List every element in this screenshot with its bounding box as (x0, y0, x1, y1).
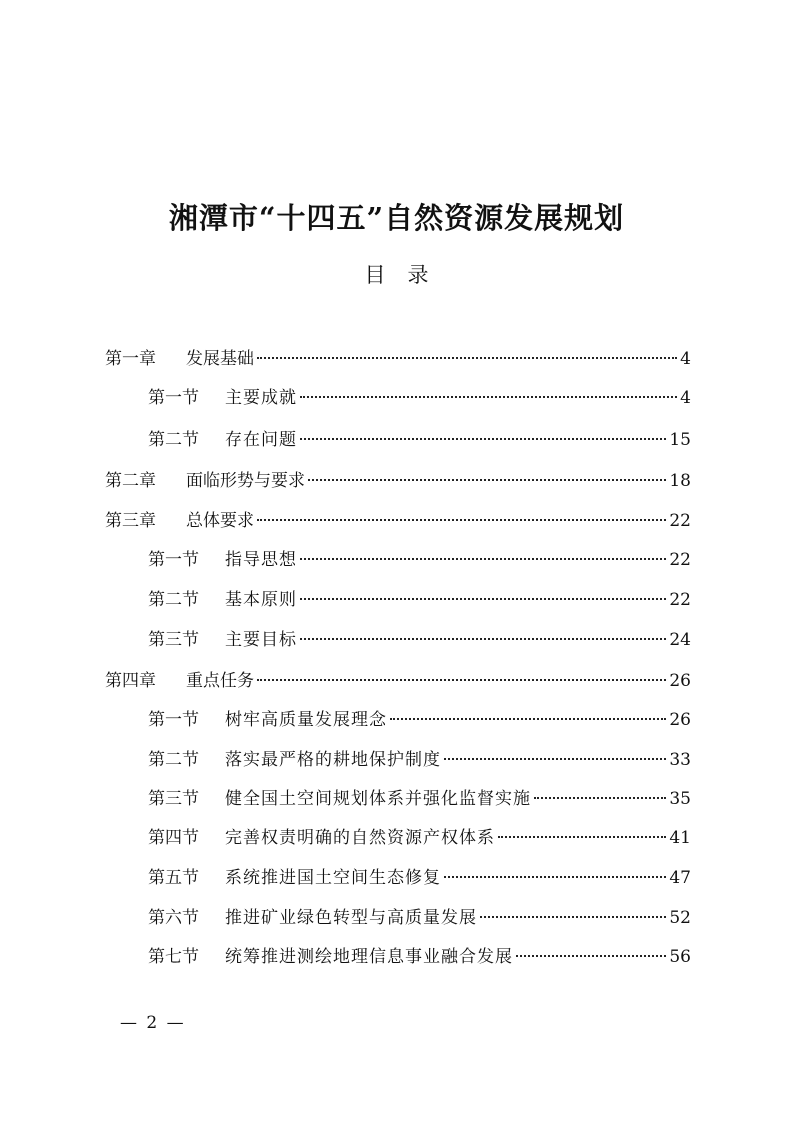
toc-entry-number: 第二章 (105, 471, 156, 491)
toc-entry-number: 第一章 (105, 349, 156, 369)
toc-section-entry[interactable] (148, 865, 691, 891)
toc-entry-page: 52 (669, 908, 691, 928)
toc-dot-leader (308, 479, 666, 481)
toc-dot-leader (480, 916, 666, 918)
toc-section-entry[interactable] (148, 385, 691, 411)
toc-section-entry[interactable] (148, 747, 691, 773)
toc-entry-number: 第五节 (148, 868, 199, 888)
toc-entry-page: 4 (680, 349, 691, 369)
toc-entry-number: 第一节 (148, 388, 199, 408)
page-number: — 2 — (120, 1013, 186, 1033)
toc-entry-label: 指导思想 (225, 550, 297, 570)
toc-entry-page: 22 (669, 550, 691, 570)
toc-entry-number: 第一节 (148, 550, 199, 570)
toc-entry-page: 33 (669, 750, 691, 770)
toc-entry-label: 总体要求 (186, 511, 254, 531)
toc-entry-page: 15 (669, 430, 691, 450)
toc-entry-page: 26 (669, 671, 691, 691)
toc-dot-leader (300, 438, 666, 440)
toc-entry-label: 主要成就 (225, 388, 297, 408)
toc-section-entry[interactable] (148, 707, 691, 733)
toc-entry-number: 第一节 (148, 710, 199, 730)
toc-dot-leader (444, 758, 666, 760)
toc-entry-label: 统筹推进测绘地理信息事业融合发展 (225, 947, 513, 967)
toc-dot-leader (300, 396, 677, 398)
document-title: 湘潭市“十四五”自然资源发展规划 (168, 201, 625, 235)
toc-entry-page: 56 (669, 947, 691, 967)
toc-entry-page: 47 (669, 868, 691, 888)
toc-section-entry[interactable] (148, 587, 691, 613)
toc-section-entry[interactable] (148, 547, 691, 573)
toc-chapter-entry[interactable] (105, 468, 691, 494)
toc-entry-page: 24 (669, 630, 691, 650)
toc-entry-page: 4 (680, 388, 691, 408)
toc-entry-page: 18 (669, 471, 691, 491)
toc-dot-leader (257, 357, 677, 359)
toc-dot-leader (257, 679, 666, 681)
toc-entry-label: 重点任务 (186, 671, 254, 691)
toc-entry-number: 第二节 (148, 590, 199, 610)
toc-section-entry[interactable] (148, 944, 691, 970)
toc-entry-number: 第七节 (148, 947, 199, 967)
toc-entry-label: 推进矿业绿色转型与高质量发展 (225, 908, 477, 928)
toc-dot-leader (300, 638, 666, 640)
toc-entry-number: 第三节 (148, 789, 199, 809)
toc-section-entry[interactable] (148, 786, 691, 812)
toc-dot-leader (516, 955, 666, 957)
toc-dot-leader (534, 797, 666, 799)
toc-chapter-entry[interactable] (105, 668, 691, 694)
toc-entry-label: 主要目标 (225, 630, 297, 650)
toc-entry-number: 第四节 (148, 828, 199, 848)
toc-heading: 目录 (364, 263, 451, 287)
toc-section-entry[interactable] (148, 427, 691, 453)
toc-section-entry[interactable] (148, 825, 691, 851)
toc-dot-leader (498, 836, 666, 838)
toc-dot-leader (300, 598, 666, 600)
toc-entry-label: 健全国土空间规划体系并强化监督实施 (225, 789, 531, 809)
toc-entry-page: 22 (669, 511, 691, 531)
toc-entry-page: 22 (669, 590, 691, 610)
toc-entry-number: 第三节 (148, 630, 199, 650)
toc-dot-leader (257, 519, 666, 521)
toc-entry-page: 26 (669, 710, 691, 730)
toc-chapter-entry[interactable] (105, 508, 691, 534)
toc-dot-leader (444, 876, 666, 878)
toc-section-entry[interactable] (148, 905, 691, 931)
toc-entry-label: 系统推进国土空间生态修复 (225, 868, 441, 888)
toc-entry-number: 第二节 (148, 430, 199, 450)
toc-chapter-entry[interactable] (105, 346, 691, 372)
toc-entry-label: 存在问题 (225, 430, 297, 450)
toc-entry-label: 树牢高质量发展理念 (225, 710, 387, 730)
toc-entry-number: 第四章 (105, 671, 156, 691)
toc-entry-label: 基本原则 (225, 590, 297, 610)
toc-entry-number: 第二节 (148, 750, 199, 770)
toc-entry-page: 41 (669, 828, 691, 848)
toc-entry-number: 第六节 (148, 908, 199, 928)
toc-entry-label: 面临形势与要求 (186, 471, 305, 491)
toc-entry-number: 第三章 (105, 511, 156, 531)
toc-entry-label: 落实最严格的耕地保护制度 (225, 750, 441, 770)
toc-dot-leader (390, 718, 666, 720)
toc-entry-page: 35 (669, 789, 691, 809)
toc-entry-label: 完善权责明确的自然资源产权体系 (225, 828, 495, 848)
toc-dot-leader (300, 558, 666, 560)
toc-entry-label: 发展基础 (186, 349, 254, 369)
toc-section-entry[interactable] (148, 627, 691, 653)
